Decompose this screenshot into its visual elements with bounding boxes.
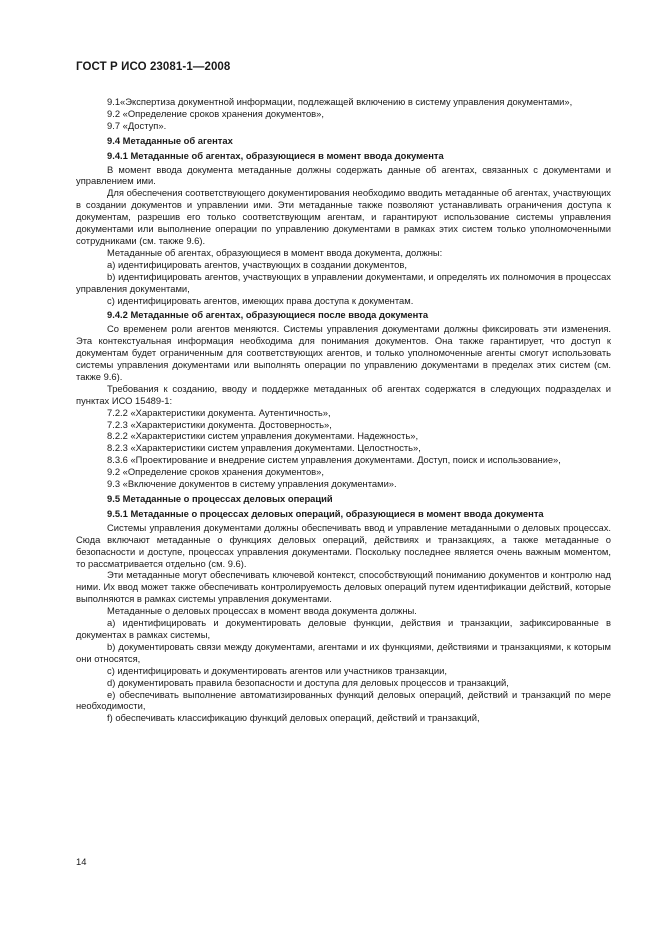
paragraph: Для обеспечения соответствующего документирования необходимо вводить метаданные об агентах, участвующих в создании документов и управлении ими. Эти метаданные также позволяют устанавливать ограничения доступа к документам, разрешив его только соответствующим агентам, и гарантируют использование системы управления документами или выполнение операции по управлению документами в рамках этих систем только уполномоченными сотрудниками (см. также 9.6). [76, 187, 611, 246]
paragraph: В момент ввода документа метаданные должны содержать данные об агентах, связанных с документами и управлением ими. [76, 163, 611, 187]
paragraph: 9.1«Экспертиза документной информации, подлежащей включению в систему управления документами», [107, 96, 573, 107]
paragraph: Со временем роли агентов меняются. Системы управления документами должны фиксировать эти изменения. Эта контекстуальная информация необходима для понимания документов. Она также гарантирует, что доступ к документам будет ограниченным для соответствующих агентов, и только уполномоченные агенты смогут использовать системы управления документами или выполнять операции по управлению документами в пределах этих систем (см. также 9.6). [76, 323, 611, 382]
reference-item: 8.2.2 «Характеристики систем управления документами. Надежность», [107, 430, 419, 442]
reference-item: 8.3.6 «Проектирование и внедрение систем управления документами. Доступ, поиск и использование», [107, 454, 561, 466]
reference-item: 9.3 «Включение документов в систему управления документами». [107, 478, 397, 490]
list-item: a) идентифицировать и документировать деловые функции, действия и транзакции, зафиксированные в документах в рамках системы, [76, 617, 611, 640]
list-item: a) идентифицировать агентов, участвующих в создании документов, [107, 258, 407, 270]
page-number: 14 [76, 856, 87, 867]
list-item: b) документировать связи между документами, агентами и их функциями, действиями и транзакциями, к которым они относятся, [76, 640, 611, 664]
reference-item: 9.2 «Определение сроков хранения документов», [107, 466, 324, 478]
paragraph: 9.2 «Определение сроков хранения документов», [107, 107, 324, 119]
paragraph: Системы управления документами должны обеспечивать ввод и управление метаданными о деловых процессах. Сюда включают метаданные о функциях деловых операций, действиях и транзакциях, а также метаданные о безопасности и доступе, процессах управления документами. Поскольку последнее является очень важным моментом, то рассматривается отдельно (см. 9.6). [76, 521, 611, 569]
section-heading: 9.5 Метаданные о процессах деловых операций [107, 493, 333, 504]
list-item: c) идентифицировать агентов, имеющих права доступа к документам. [107, 294, 414, 306]
list-item: c) идентифицировать и документировать агентов или участников транзакции, [107, 664, 447, 676]
list-item: e) обеспечивать выполнение автоматизированных функций деловых операций, действий и транзакций по мере необходимости, [76, 688, 611, 712]
reference-item: 7.2.2 «Характеристики документа. Аутентичность», [107, 406, 331, 418]
reference-item: 8.2.3 «Характеристики систем управления документами. Целостность», [107, 442, 421, 454]
subsection-heading: 9.5.1 Метаданные о процессах деловых операций, образующиеся в момент ввода документа [107, 507, 544, 519]
document-body [76, 96, 611, 724]
paragraph: 9.7 «Доступ». [107, 119, 167, 131]
standard-designation: ГОСТ Р ИСО 23081-1—2008 [76, 61, 231, 73]
paragraph: Требования к созданию, вводу и поддержке метаданных об агентах содержатся в следующих подразделах и пунктах ИСО 15489-1: [76, 382, 611, 406]
list-item: d) документировать правила безопасности и доступа для деловых процессов и транзакций, [107, 676, 509, 688]
paragraph: Эти метаданные могут обеспечивать ключевой контекст, способствующий пониманию документов и контролю над ними. Их ввод может также обеспечивать контролируемость деловых операций путем идентификации действий, которые выполняются в рамках системы управления документами. [76, 569, 611, 605]
paragraph: Метаданные о деловых процессах в момент ввода документа должны. [107, 605, 417, 617]
list-item: f) обеспечивать классификацию функций деловых операций, действий и транзакций, [107, 712, 480, 724]
list-item: b) идентифицировать агентов, участвующих в управлении документами, и определять их полномочия в процессах управления документами, [76, 270, 611, 294]
paragraph: Метаданные об агентах, образующиеся в момент ввода документа, должны: [107, 246, 443, 258]
subsection-heading: 9.4.2 Метаданные об агентах, образующиеся после ввода документа [107, 309, 429, 321]
subsection-heading: 9.4.1 Метаданные об агентах, образующиеся в момент ввода документа [107, 149, 444, 161]
section-heading: 9.4 Метаданные об агентах [107, 134, 233, 146]
reference-item: 7.2.3 «Характеристики документа. Достоверность», [107, 418, 332, 430]
